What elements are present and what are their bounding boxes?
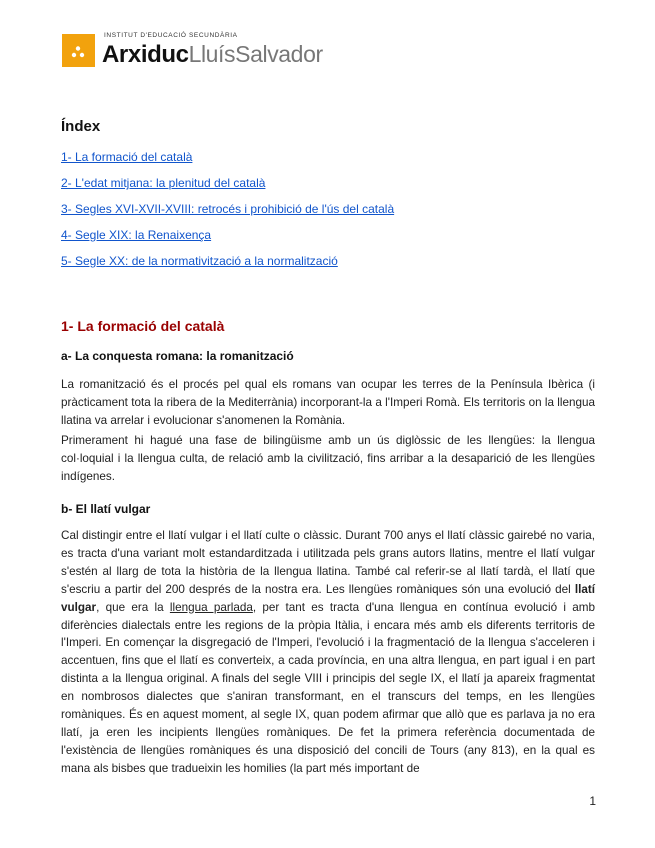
paragraph-romanitzacio: La romanització és el procés pel qual els romans van ocupar les terres de la Península Ibèrica (i pràcticament tota la ribera de la Mediterrània) incorporant-la a l'Imperi Romà. Els territoris on la llengua llatina va arrelar i evolucionar s'anomenen la Romània. — [61, 378, 595, 427]
logo-subtitle: INSTITUT D'EDUCACIÓ SECUNDÀRIA — [104, 32, 238, 39]
bold-term: llatí vulgar — [61, 582, 595, 614]
subsection-b-title: b- El llatí vulgar — [61, 502, 151, 516]
index-title: Índex — [61, 118, 101, 135]
table-of-contents — [61, 150, 394, 280]
toc-item — [61, 202, 394, 228]
para-text-part-3: , per tant es tracta d'una llengua en contínua evolució i amb diferències dialectals entre les regions de la pròpia Itàlia, i encara més amb els diferents territoris de l'Imperi. En començar la disgregació de l'Imperi, l'evolució i la fragmentació de la llengua s'acceleren i accentuen, fins que el llatí es converteix, a cada província, en una altra llengua, en part igual i en part distinta a la llengua original. A finals del segle VIII i principis del segle IX, el llatí ja apareix fragmentat en nombrosos dialectes que s'aniran transformant, en el transcurs del temps, en les llengües romàniques. És en aquest moment, al segle IX, quan podem afirmar que allò que es parlava ja no era llatí, ja eren les incipients llengües romàniques. De fet la primera referència documentada de l'existència de llengües romàniques és una disposició del concili de Tours (any 813), en la qual es mana als bisbes que tradueixin les homilies (la part més important de — [61, 600, 595, 775]
paragraph-bilinguisme: Primerament hi hagué una fase de bilingüisme amb un ús diglòssic de les llengües: la llengua col·loquial i la llengua culta, de relació amb la civilització, fins arribar a la desaparició de les llengües indígenes. — [61, 434, 595, 483]
underlined-term: llengua parlada — [169, 600, 253, 614]
subsection-a-title: a- La conquesta romana: la romanització — [61, 349, 294, 363]
logo-mark-icon — [62, 34, 95, 67]
toc-item — [61, 254, 394, 280]
logo-name — [102, 40, 323, 72]
toc-item — [61, 228, 394, 254]
toc-item — [61, 150, 394, 176]
school-logo — [62, 32, 362, 68]
toc-link-4[interactable]: 4- Segle XIX: la Renaixença — [61, 228, 212, 242]
page-number: 1 — [589, 794, 596, 808]
para-text-part-2: , que era la — [96, 600, 170, 614]
toc-item — [61, 176, 394, 202]
logo-name-light: LluísSalvador — [188, 41, 323, 67]
logo-name-bold: Arxiduc — [102, 41, 189, 68]
paragraph-llati-vulgar — [61, 527, 595, 778]
toc-link-5[interactable]: 5- Segle XX: de la normativització a la normalització — [61, 254, 338, 268]
toc-link-3[interactable]: 3- Segles XVI-XVII-XVIII: retrocés i prohibició de l'ús del català — [61, 202, 395, 216]
toc-link-1[interactable]: 1- La formació del català — [61, 150, 193, 164]
section-1-title: 1- La formació del català — [61, 318, 225, 334]
toc-link-2[interactable]: 2- L'edat mitjana: la plenitud del català — [61, 176, 266, 190]
para-text-part-1: Cal distingir entre el llatí vulgar i el llatí culte o clàssic. Durant 700 anys el llatí clàssic gairebé no varia, es tracta d'una variant molt estandarditzada i utilitzada pels grans autors llatins, mentre el llatí vulgar s'estén al llarg de tota la història de la llengua llatina. També cal referir-se al llatí tardà, el llatí que s'escriu a partir del 200 després de la nostra era. Les llengües romàniques són una evolució del — [61, 529, 595, 596]
